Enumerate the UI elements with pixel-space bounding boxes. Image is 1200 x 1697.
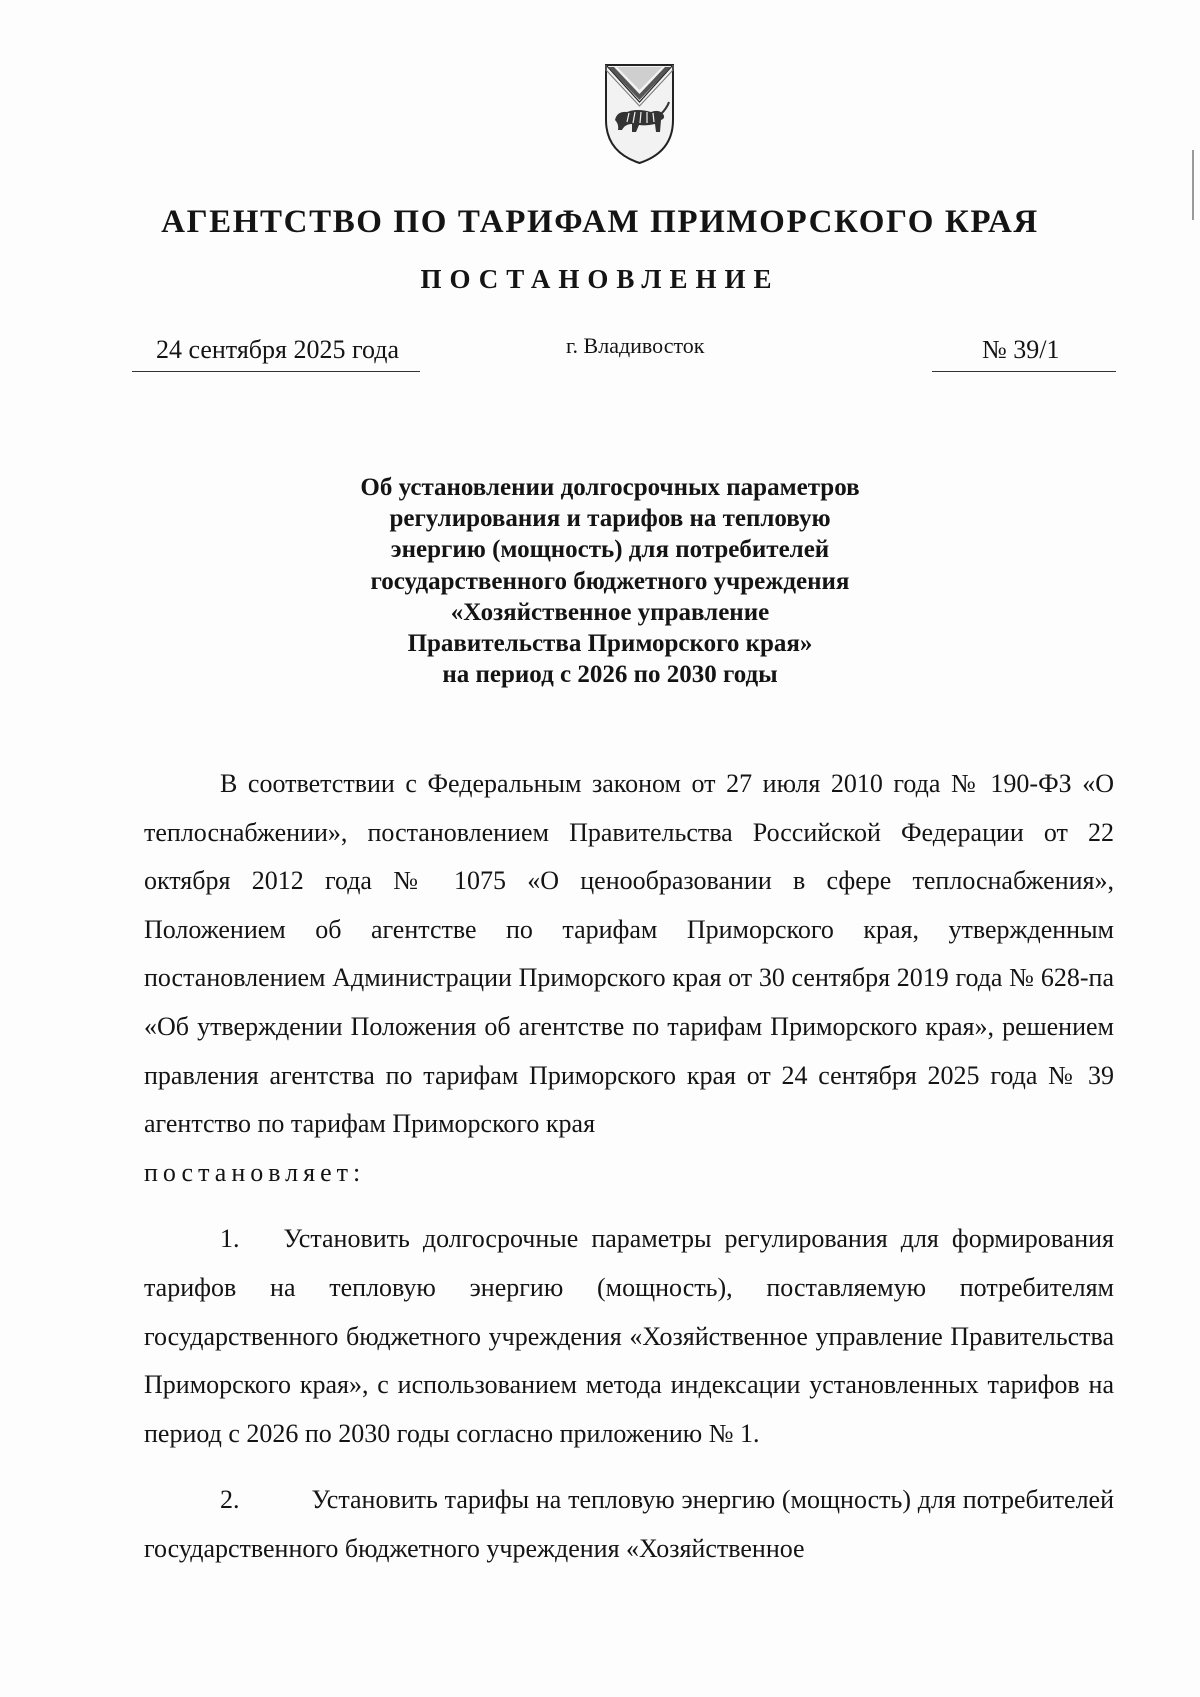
title-line: «Хозяйственное управление — [450, 598, 770, 626]
document-title — [250, 472, 970, 690]
document-city: г. Владивосток — [566, 333, 705, 358]
title-line: энергию (мощность) для потребителей — [390, 536, 830, 564]
clause-2 — [144, 1476, 1114, 1573]
title-line: Правительства Приморского края» — [407, 630, 813, 658]
title-line: на период с 2026 по 2030 годы — [442, 661, 778, 689]
title-line: регулирования и тарифов на тепловую — [389, 505, 831, 533]
title-line: государственного бюджетного учреждения — [370, 567, 850, 595]
document-type: ПОСТАНОВЛЕНИЕ — [420, 264, 780, 294]
document-number: № 39/1 — [932, 335, 1116, 372]
clause-text: Установить тарифы на тепловую энергию (мощность) для потребителей государственного бюджетного учреждения «Хозяйственное — [144, 1485, 1114, 1563]
document-body — [144, 760, 1114, 1574]
clause-number: 2. — [220, 1485, 240, 1515]
primorsky-krai-coat-of-arms-icon — [603, 62, 676, 166]
clause-1 — [144, 1215, 1114, 1458]
title-line: Об установлении долгосрочных параметров — [360, 474, 860, 501]
document-date: 24 сентября 2025 года — [132, 335, 420, 372]
clause-text: Установить долгосрочные параметры регулирования для формирования тарифов на тепловую энергию (мощность), поставляемую потребителям государственного бюджетного учреждения «Хозяйственное управление Правительства Приморского края», с использованием метода индексации установленных тарифов на период с 2026 по 2030 годы согласно приложению № 1. — [144, 1224, 1114, 1448]
clause-number: 1. — [220, 1224, 240, 1254]
organization-name: АГЕНТСТВО ПО ТАРИФАМ ПРИМОРСКОГО КРАЯ — [161, 204, 1039, 240]
preamble-paragraph: В соответствии с Федеральным законом от 27 июля 2010 года № 190-ФЗ «О теплоснабжении», постановлением Правительства Российской Федерации от 22 октября 2012 года № 1075 «О ценообразовании в сфере теплоснабжения», Положением об агентстве по тарифам Приморского края, утвержденным постановлением Администрации Приморского края от 30 сентября 2019 года № 628-па «Об утверждении Положения об агентстве по тарифам Приморского края», решением правления агентства по тарифам Приморского края от 24 сентября 2025 года № 39 агентство по тарифам Приморского края — [144, 769, 1114, 1139]
resolves-word: постановляет: — [144, 1157, 366, 1187]
